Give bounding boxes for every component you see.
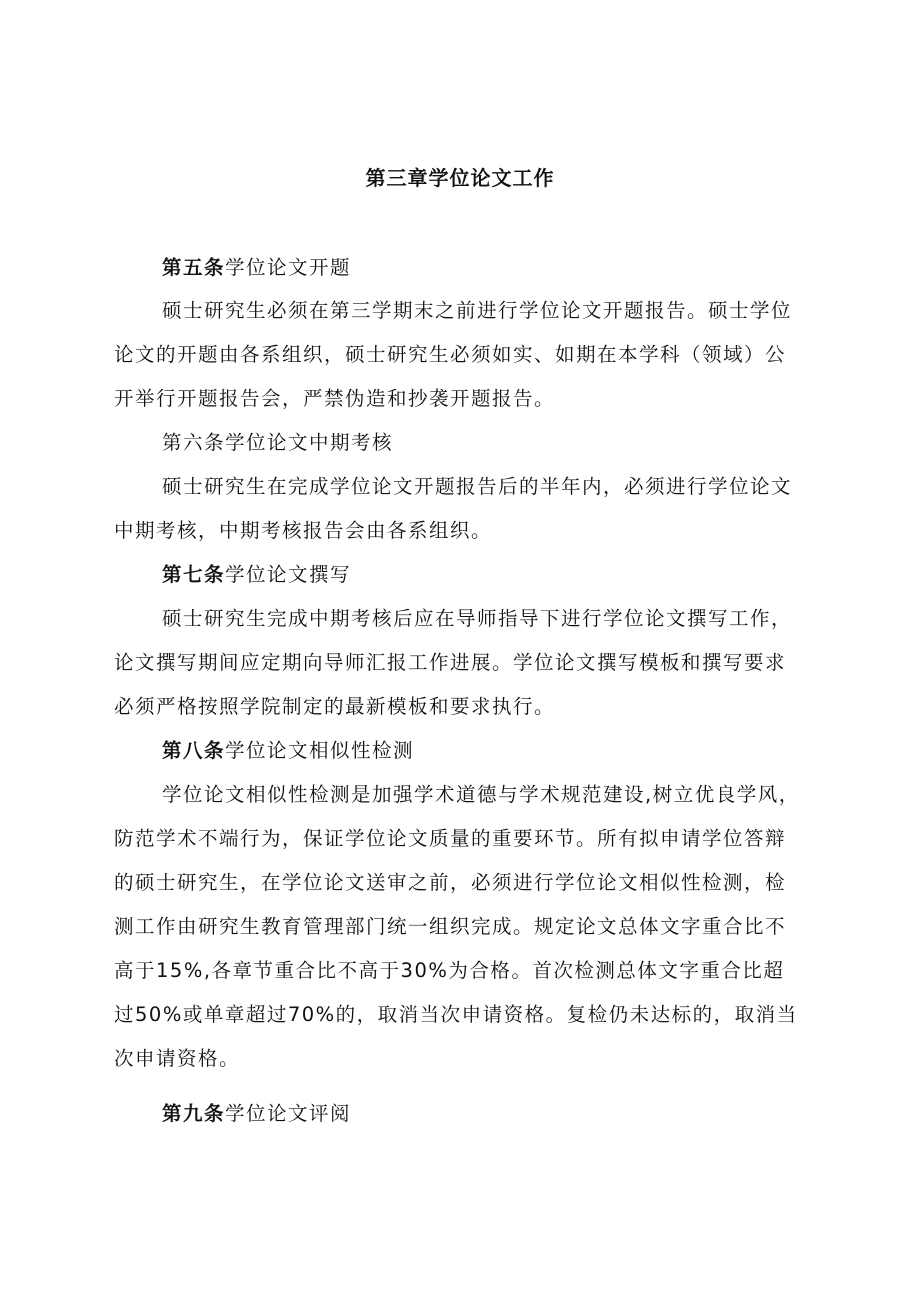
article-number: 第九条 (162, 1102, 226, 1125)
article-heading-6 (162, 425, 814, 461)
paragraph-line: 论文撰写期间应定期向导师汇报工作进展。学位论文撰写模板和撰写要求 (114, 651, 787, 674)
paragraph-line: 学位论文相似性检测是加强学术道德与学术规范建设,树立优良学风， (162, 783, 800, 806)
article-number: 第六条 (162, 431, 226, 454)
article-number: 第八条 (162, 739, 226, 762)
paragraph-line: 过50%或单章超过70%的，取消当次申请资格。复检仍未达标的，取消当 (114, 1003, 798, 1026)
paragraph-line: 防范学术不端行为，保证学位论文质量的重要环节。所有拟申请学位答辩 (114, 827, 787, 850)
chapter-title: 第三章学位论文工作 (365, 166, 555, 190)
paragraph-line: 测工作由研究生教育管理部门统一组织完成。规定论文总体文字重合比不 (114, 915, 787, 938)
paragraph-line: 硕士研究生在完成学位论文开题报告后的半年内，必须进行学位论文 (162, 475, 793, 498)
paragraph-line: 必须严格按照学院制定的最新模板和要求执行。 (114, 695, 556, 718)
article-heading-9 (162, 1096, 814, 1132)
paragraph-line: 论文的开题由各系组织，硕士研究生必须如实、如期在本学科（领域）公 (114, 343, 787, 366)
paragraph-line: 高于15%,各章节重合比不高于30%为合格。首次检测总体文字重合比超 (114, 959, 785, 982)
paragraph-line: 的硕士研究生，在学位论文送审之前，必须进行学位论文相似性检测，检 (114, 871, 787, 894)
article-heading-7 (162, 557, 814, 593)
article-heading-8 (162, 733, 814, 769)
paragraph-line: 硕士研究生完成中期考核后应在导师指导下进行学位论文撰写工作， (162, 607, 793, 630)
article-title: 学位论文相似性检测 (225, 739, 415, 762)
article-title: 学位论文中期考核 (225, 431, 394, 454)
article-title: 学位论文撰写 (225, 563, 352, 586)
paragraph-line: 次申请资格。 (114, 1047, 241, 1070)
article-number: 第七条 (162, 563, 226, 586)
paragraph-line: 开举行开题报告会，严禁伪造和抄袭开题报告。 (114, 387, 556, 410)
article-title: 学位论文评阅 (225, 1102, 352, 1125)
paragraph-line: 中期考核，中期考核报告会由各系组织。 (114, 519, 493, 542)
article-title: 学位论文开题 (225, 256, 352, 279)
article-number: 第五条 (162, 256, 226, 279)
article-heading-5 (162, 250, 814, 286)
paragraph-line: 硕士研究生必须在第三学期末之前进行学位论文开题报告。硕士学位 (162, 299, 793, 322)
